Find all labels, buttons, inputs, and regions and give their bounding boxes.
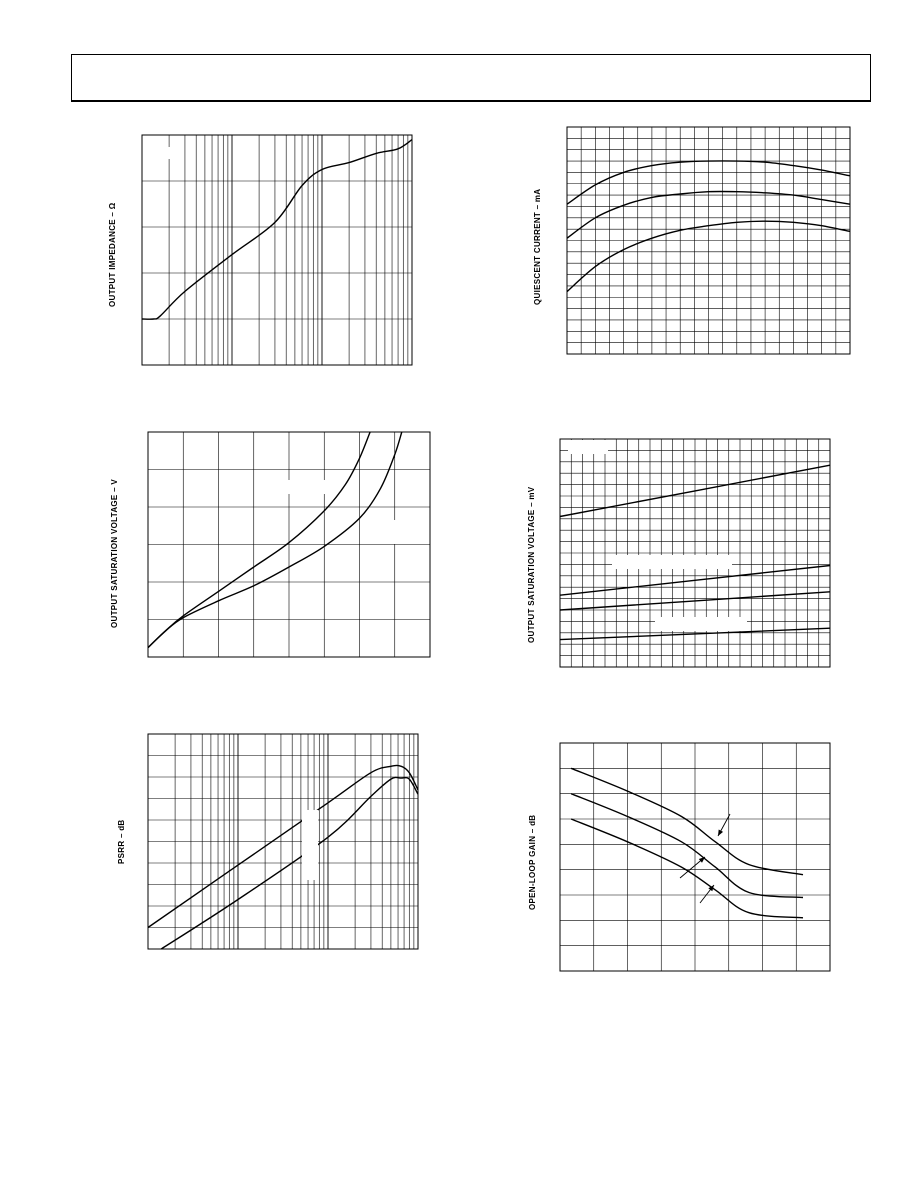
- annotation-arrow: [680, 857, 705, 878]
- output-impedance-ylabel: OUTPUT IMPEDANCE – Ω: [108, 202, 117, 307]
- output-saturation-voltage-mv-ylabel: OUTPUT SATURATION VOLTAGE – mV: [527, 486, 536, 643]
- quiescent-current-ylabel: QUIESCENT CURRENT – mA: [533, 188, 542, 305]
- open-loop-gain-ylabel: OPEN-LOOP GAIN – dB: [528, 814, 537, 910]
- series-line-3: [571, 819, 803, 918]
- series-line-1: [571, 768, 803, 874]
- annotation-arrow: [700, 885, 714, 903]
- annotation-arrow: [718, 814, 730, 836]
- psrr-ylabel: PSRR – dB: [117, 819, 126, 864]
- output-saturation-voltage-v-ylabel: OUTPUT SATURATION VOLTAGE – V: [110, 479, 119, 628]
- open-loop-gain-grid: [560, 743, 830, 971]
- series-line-2: [571, 794, 803, 898]
